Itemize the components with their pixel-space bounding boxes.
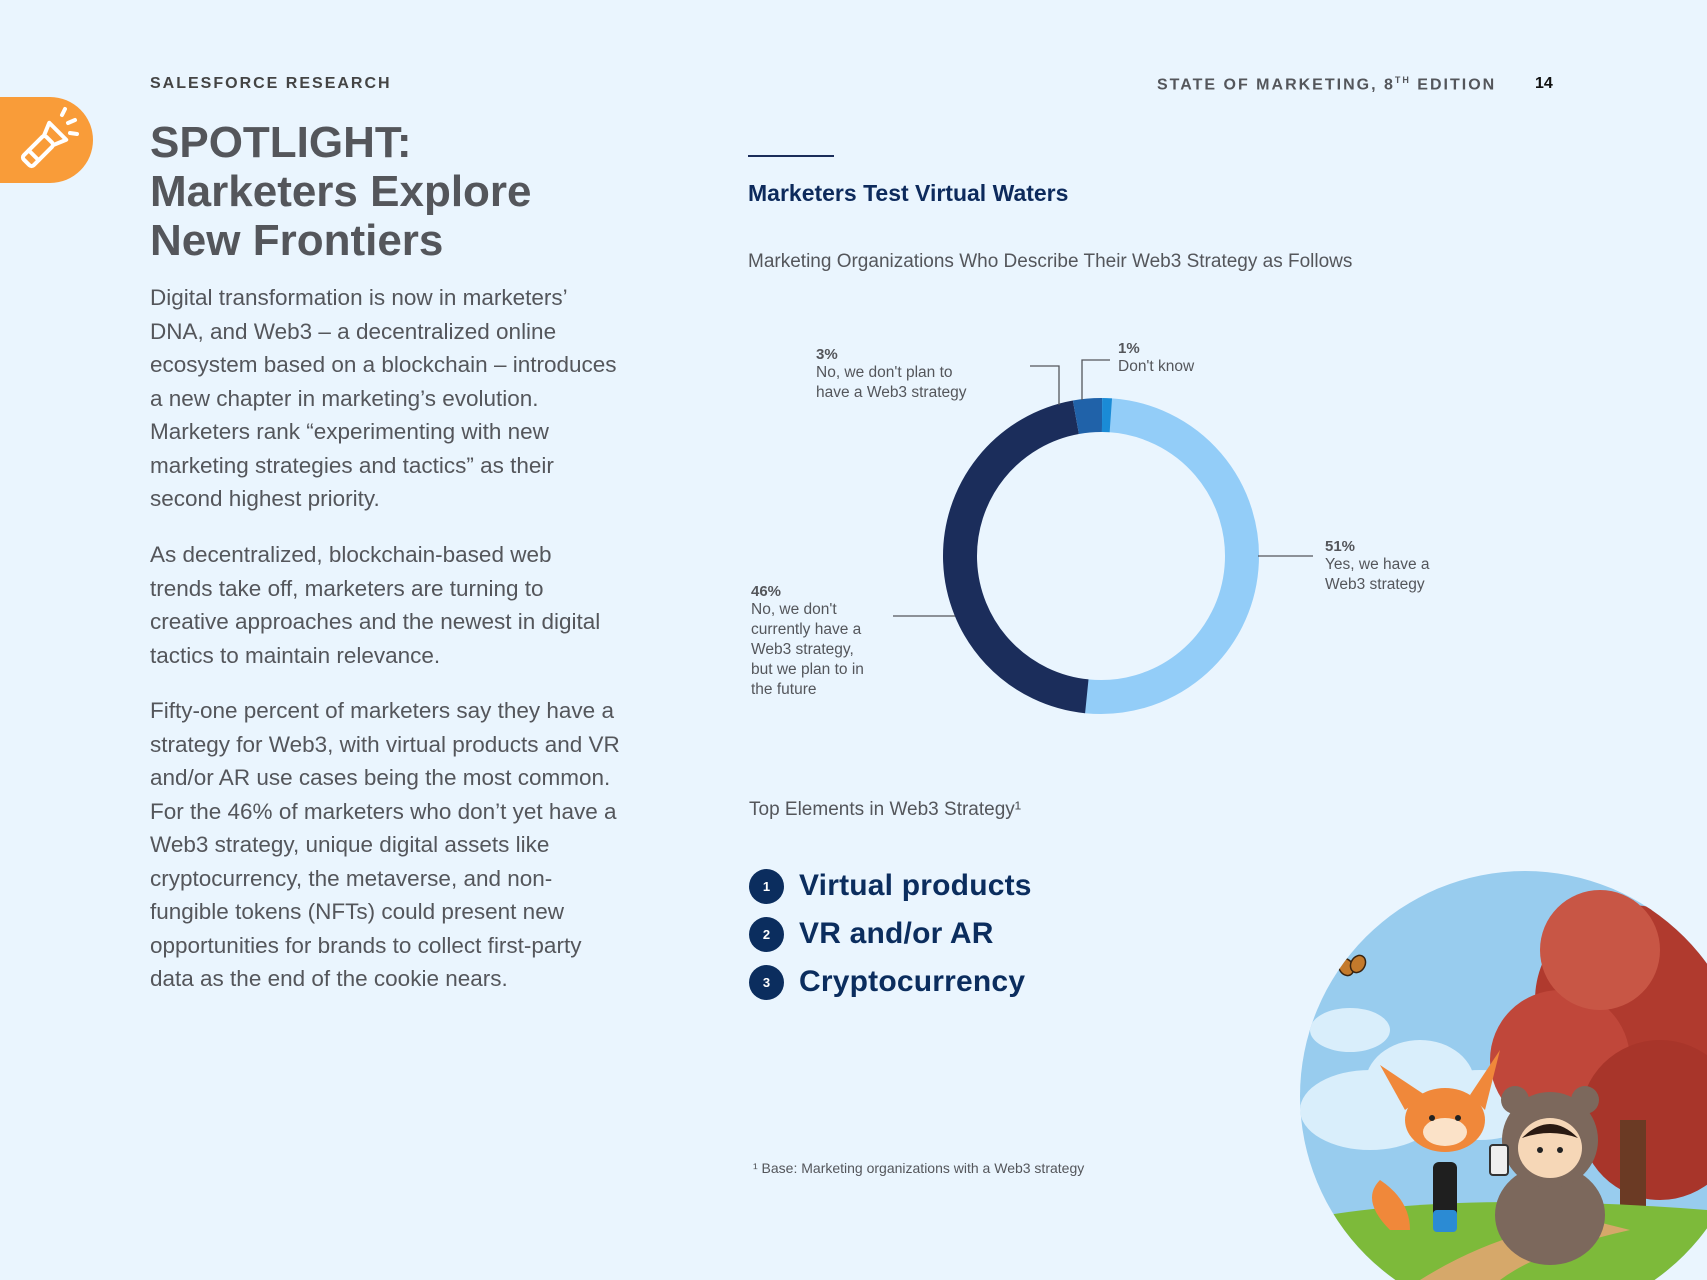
label-yes	[1325, 538, 1430, 595]
report-title-text: STATE OF MARKETING, 8	[1157, 76, 1395, 94]
label-dontknow-line-1: Don't know	[1118, 358, 1195, 375]
footnote: ¹ Base: Marketing organizations with a Web3 strategy	[753, 1160, 1085, 1176]
title-line-1: SPOTLIGHT:	[150, 118, 412, 167]
list-item	[749, 958, 1032, 1006]
list-item	[749, 910, 1032, 958]
label-plan	[751, 583, 864, 700]
label-dontknow	[1118, 340, 1194, 377]
body-paragraph-2: As decentralized, blockchain-based web trends take off, marketers are turning to creative approaches and the newest in digital tactics to maintain relevance.	[150, 542, 601, 668]
label-yes-pct: 51%	[1325, 538, 1356, 555]
donut-slice-plan	[960, 417, 1087, 696]
top-elements-title: Top Elements in Web3 Strategy¹	[749, 799, 1022, 820]
rank-number-badge: 2	[749, 917, 784, 952]
leader-line-noplan	[1030, 366, 1059, 405]
donut-slice-yes	[1087, 415, 1242, 697]
rank-label: Virtual products	[799, 869, 1032, 902]
title-line-3: New Frontiers	[150, 216, 444, 265]
section-heading: Marketers Test Virtual Waters	[748, 180, 1069, 206]
body-paragraph-3: Fifty-one percent of marketers say they have a strategy for Web3, with virtual products and VR and/or AR use cases being the most common. For the 46% of marketers who don’t yet have a Web3 strategy, unique digital assets like cryptocurrency, the metaverse, and non-fungible tokens (NFTs) could present new opportunities for brands to collect first-party data as the end of the cookie nears.	[150, 698, 620, 991]
report-title-suffix: EDITION	[1410, 76, 1497, 94]
title-line-2: Marketers Explore	[150, 167, 532, 216]
report-title-superscript: TH	[1394, 75, 1411, 85]
mascot-illustration	[1300, 870, 1707, 1280]
label-noplan	[816, 346, 967, 403]
body-paragraph-1: Digital transformation is now in marketers’ DNA, and Web3 – a decentralized online ecosystem based on a blockchain – introduces a new chapter in marketing’s evolution. Marketers rank “experimenting with new marketing strategies and tactics” as their second highest priority.	[150, 285, 617, 511]
rank-label: Cryptocurrency	[799, 965, 1026, 998]
donut-slice-noplan	[1076, 415, 1102, 417]
label-dontknow-pct: 1%	[1118, 340, 1140, 357]
label-plan-line-3: Web3 strategy,	[751, 641, 854, 658]
chart-subtitle: Marketing Organizations Who Describe Their Web3 Strategy as Follows	[748, 251, 1353, 272]
label-plan-line-2: currently have a	[751, 621, 862, 638]
rank-label: VR and/or AR	[799, 917, 994, 950]
label-noplan-pct: 3%	[816, 346, 838, 363]
label-plan-pct: 46%	[751, 583, 782, 600]
label-yes-line-2: Web3 strategy	[1325, 576, 1425, 593]
leader-line-dontknow	[1082, 360, 1110, 400]
label-yes-line-1: Yes, we have a	[1325, 556, 1430, 573]
label-plan-line-5: the future	[751, 681, 817, 698]
label-noplan-line-2: have a Web3 strategy	[816, 384, 967, 401]
label-noplan-line-1: No, we don't plan to	[816, 364, 953, 381]
publisher-label: SALESFORCE RESEARCH	[150, 75, 392, 92]
list-item	[749, 862, 1032, 910]
label-plan-line-4: but we plan to in	[751, 661, 864, 678]
top-elements-list	[749, 862, 1032, 1006]
page-number: 14	[1535, 75, 1553, 92]
rank-number-badge: 1	[749, 869, 784, 904]
rank-number-badge: 3	[749, 965, 784, 1000]
label-plan-line-1: No, we don't	[751, 601, 837, 618]
